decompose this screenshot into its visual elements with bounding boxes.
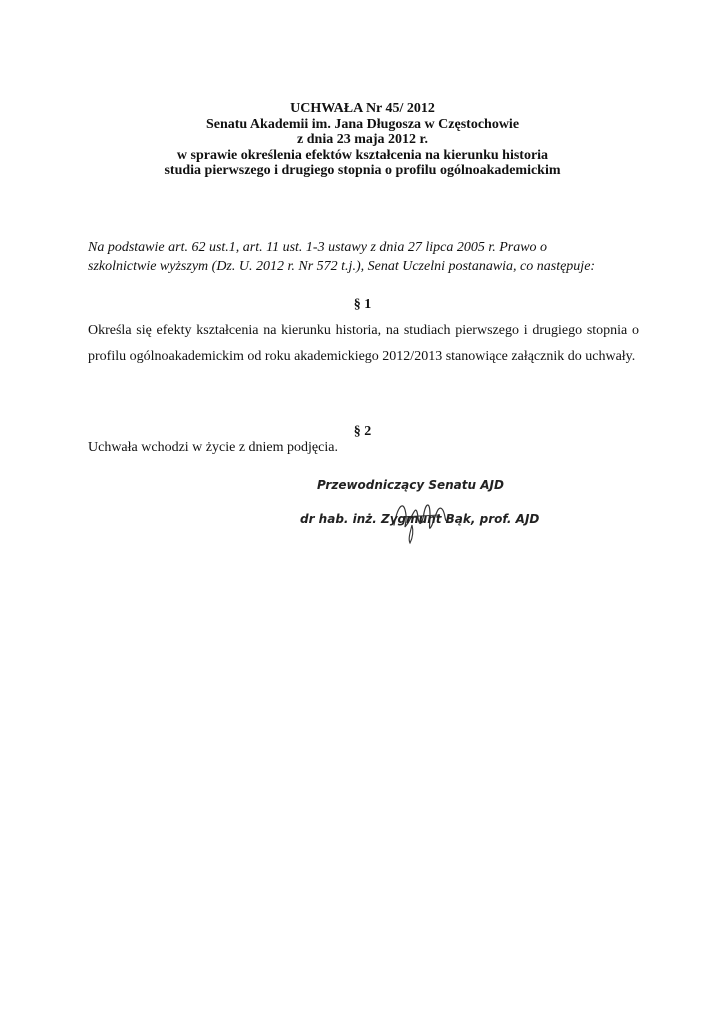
signatory-name: dr hab. inż. Zygmunt Bąk, prof. AJD (300, 512, 540, 526)
legal-basis (88, 238, 648, 276)
resolution-subject: w sprawie określenia efektów kształcenia na kierunku historia (176, 147, 549, 163)
section-2-text: Uchwała wchodzi w życie z dniem podjęcia. (88, 440, 338, 455)
resolution-number: UCHWAŁA Nr 45/ 2012 (290, 101, 435, 116)
legal-basis-line-1: Na podstawie art. 62 ust.1, art. 11 ust. 1-3 ustawy z dnia 27 lipca 2005 r. Prawo o (88, 240, 548, 255)
legal-basis-line-2: szkolnictwie wyższym (Dz. U. 2012 r. Nr 572 t.j.), Senat Uczelni postanawia, co następuje: (88, 259, 596, 274)
section-1-text: Określa się efekty kształcenia na kierunku historia, na studiach pierwszego i drugiego stopnia o profilu ogólnoakademickim od roku akademickiego 2012/2013 stanowiące załącznik do uchwały. (88, 323, 639, 364)
signatory-title: Przewodniczący Senatu AJD (317, 478, 504, 492)
resolution-date: z dnia 23 maja 2012 r. (297, 132, 428, 147)
issuing-body: Senatu Akademii im. Jana Długosza w Częstochowie (205, 116, 520, 132)
resolution-subject-detail: studia pierwszego i drugiego stopnia o profilu ogólnoakademickim (164, 163, 561, 178)
section-1-mark: § 1 (353, 297, 372, 312)
resolution-header (0, 101, 725, 179)
section-2-mark: § 2 (353, 424, 372, 439)
